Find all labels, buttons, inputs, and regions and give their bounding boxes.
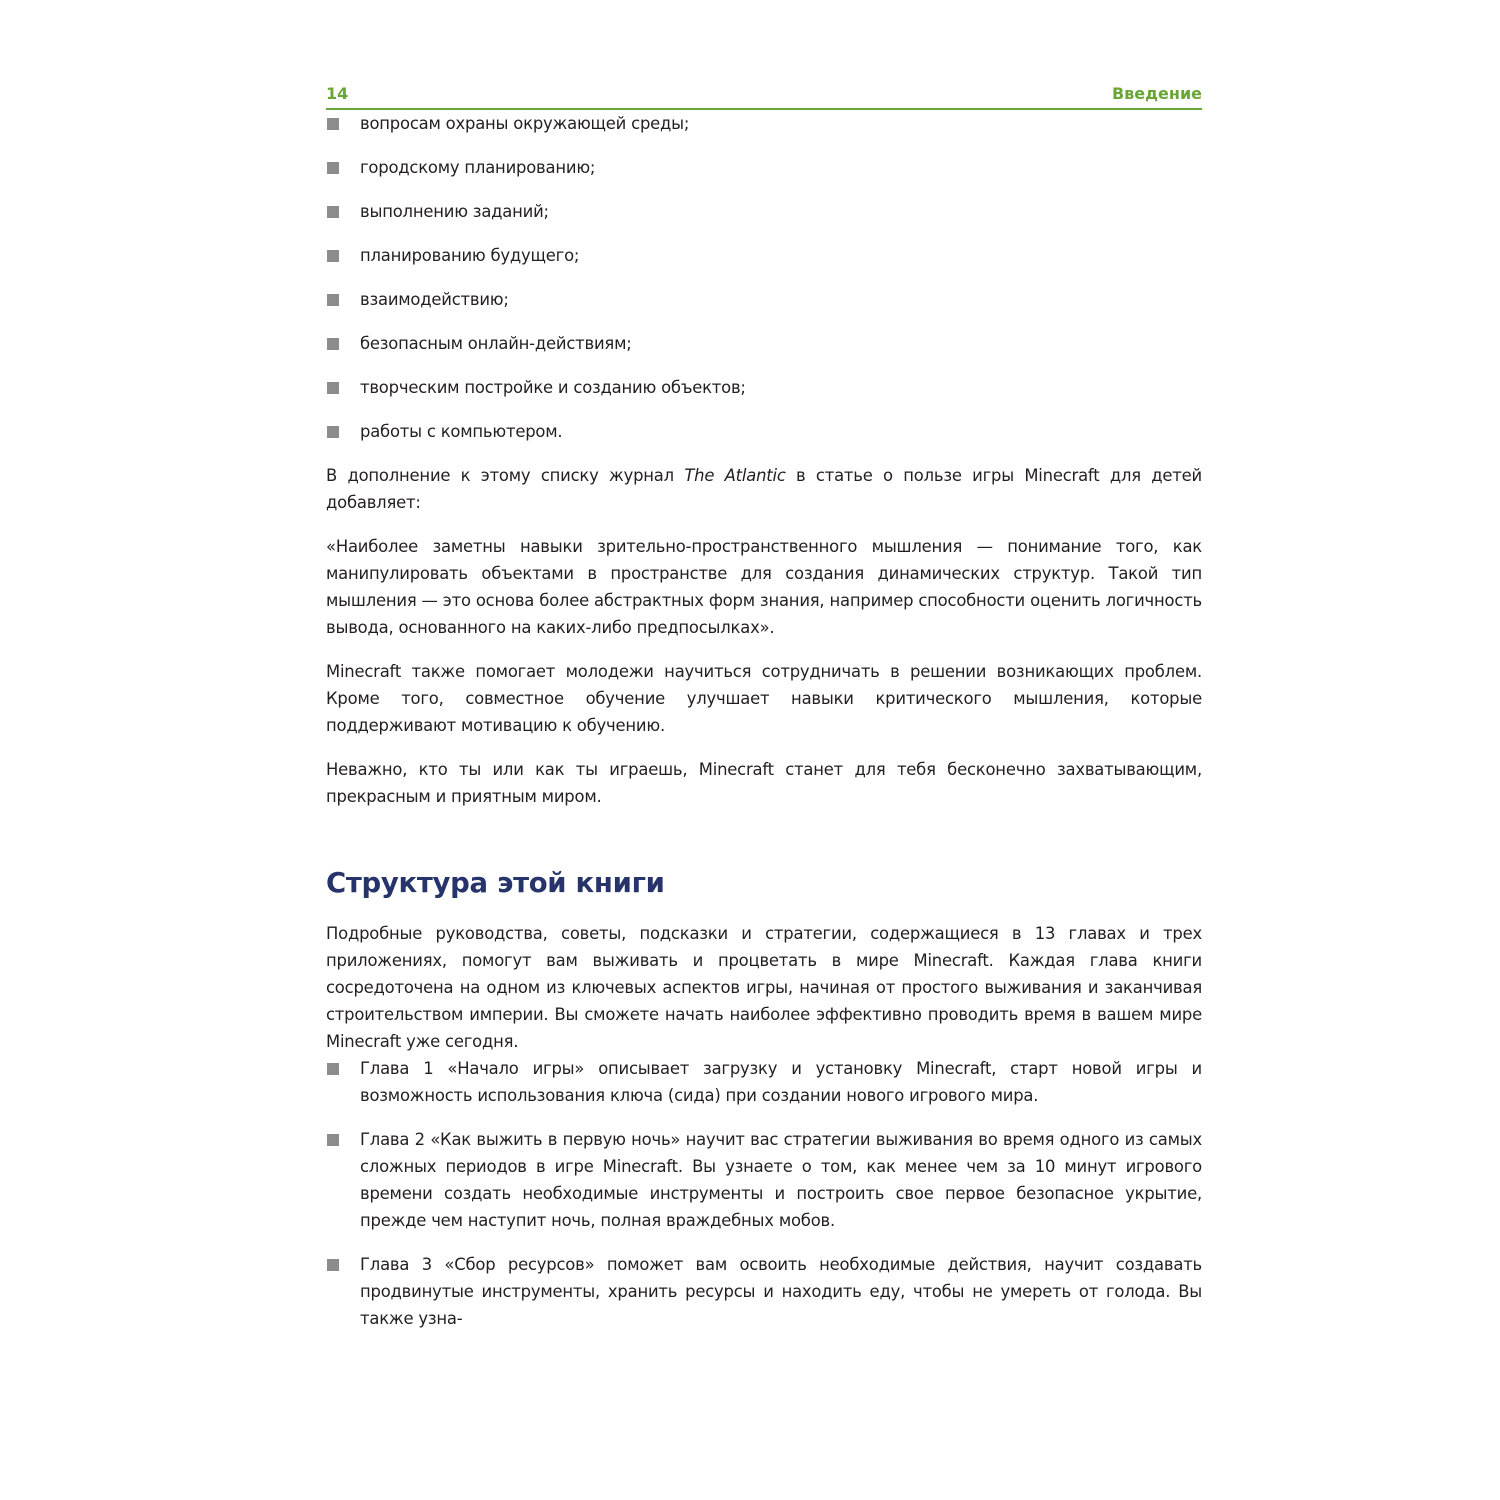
list-item: Глава 2 «Как выжить в первую ночь» научит вас стратегии выживания во время одного из самых сложных периодов в игре Minecraft. Вы узнаете о том, как менее чем за 10 минут игрового времени создать необходимые инструменты и построить свое первое безопасное укрытие, прежде чем наступит ночь, полная враждебных мобов. — [326, 1126, 1202, 1234]
book-page — [326, 84, 1202, 1332]
chapters-list — [326, 1055, 1202, 1332]
list-item: городскому планированию; — [326, 154, 1202, 181]
list-item: творческим постройке и созданию объектов; — [326, 374, 1202, 401]
publication-name: The Atlantic — [684, 466, 786, 485]
cooperation-paragraph: Minecraft также помогает молодежи научиться сотрудничать в решении возникающих проблем. Кроме того, совместное обучение улучшает навыки критического мышления, которые поддерживают мотивацию к обучению. — [326, 662, 1202, 735]
list-item: Глава 1 «Начало игры» описывает загрузку и установку Minecraft, старт новой игры и возможность использования ключа (сида) при создании нового игрового мира. — [326, 1055, 1202, 1109]
page-number: 14 — [326, 84, 349, 103]
list-item: Глава 3 «Сбор ресурсов» поможет вам освоить необходимые действия, научит создавать продвинутые инструменты, хранить ресурсы и находить еду, чтобы не умереть от голода. Вы также узна- — [326, 1251, 1202, 1332]
skills-list — [326, 110, 1202, 445]
list-item: вопросам охраны окружающей среды; — [326, 110, 1202, 137]
list-item: работы с компьютером. — [326, 418, 1202, 445]
square-bullet-icon — [327, 206, 339, 218]
list-item: безопасным онлайн-действиям; — [326, 330, 1202, 357]
square-bullet-icon — [327, 294, 339, 306]
section-heading: Структура этой книги — [326, 867, 665, 899]
quote-paragraph: «Наиболее заметны навыки зрительно-пространственного мышления — понимание того, как манипулировать объектами в пространстве для создания динамических структур. Такой тип мышления — это основа более абстрактных форм знания, например способности оценить логичность вывода, основанного на каких-либо предпосылках». — [326, 537, 1202, 637]
section-intro-paragraph: Подробные руководства, советы, подсказки и стратегии, содержащиеся в 13 главах и трех приложениях, помогут вам выживать и процветать в мире Minecraft. Каждая глава книги сосредоточена на одном из ключевых аспектов игры, начиная от простого выживания и заканчивая строительством империи. Вы сможете начать наиболее эффективно проводить время в вашем мире Minecraft уже сегодня. — [326, 924, 1202, 1051]
running-head — [326, 84, 1202, 110]
list-item: выполнению заданий; — [326, 198, 1202, 225]
square-bullet-icon — [327, 250, 339, 262]
atlantic-paragraph: В дополнение к этому списку журнал The Atlantic в статье о пользе игры Minecraft для детей добавляет: — [326, 466, 1202, 512]
square-bullet-icon — [327, 162, 339, 174]
square-bullet-icon — [327, 1259, 339, 1271]
square-bullet-icon — [327, 118, 339, 130]
square-bullet-icon — [327, 382, 339, 394]
square-bullet-icon — [327, 1063, 339, 1075]
list-item: планированию будущего; — [326, 242, 1202, 269]
list-item: взаимодействию; — [326, 286, 1202, 313]
square-bullet-icon — [327, 338, 339, 350]
chapter-title: Введение — [1111, 84, 1202, 103]
square-bullet-icon — [327, 1134, 339, 1146]
square-bullet-icon — [327, 426, 339, 438]
page-body — [326, 110, 1202, 1332]
closing-paragraph: Неважно, кто ты или как ты играешь, Minecraft станет для тебя бесконечно захватывающим, прекрасным и приятным миром. — [326, 760, 1202, 806]
